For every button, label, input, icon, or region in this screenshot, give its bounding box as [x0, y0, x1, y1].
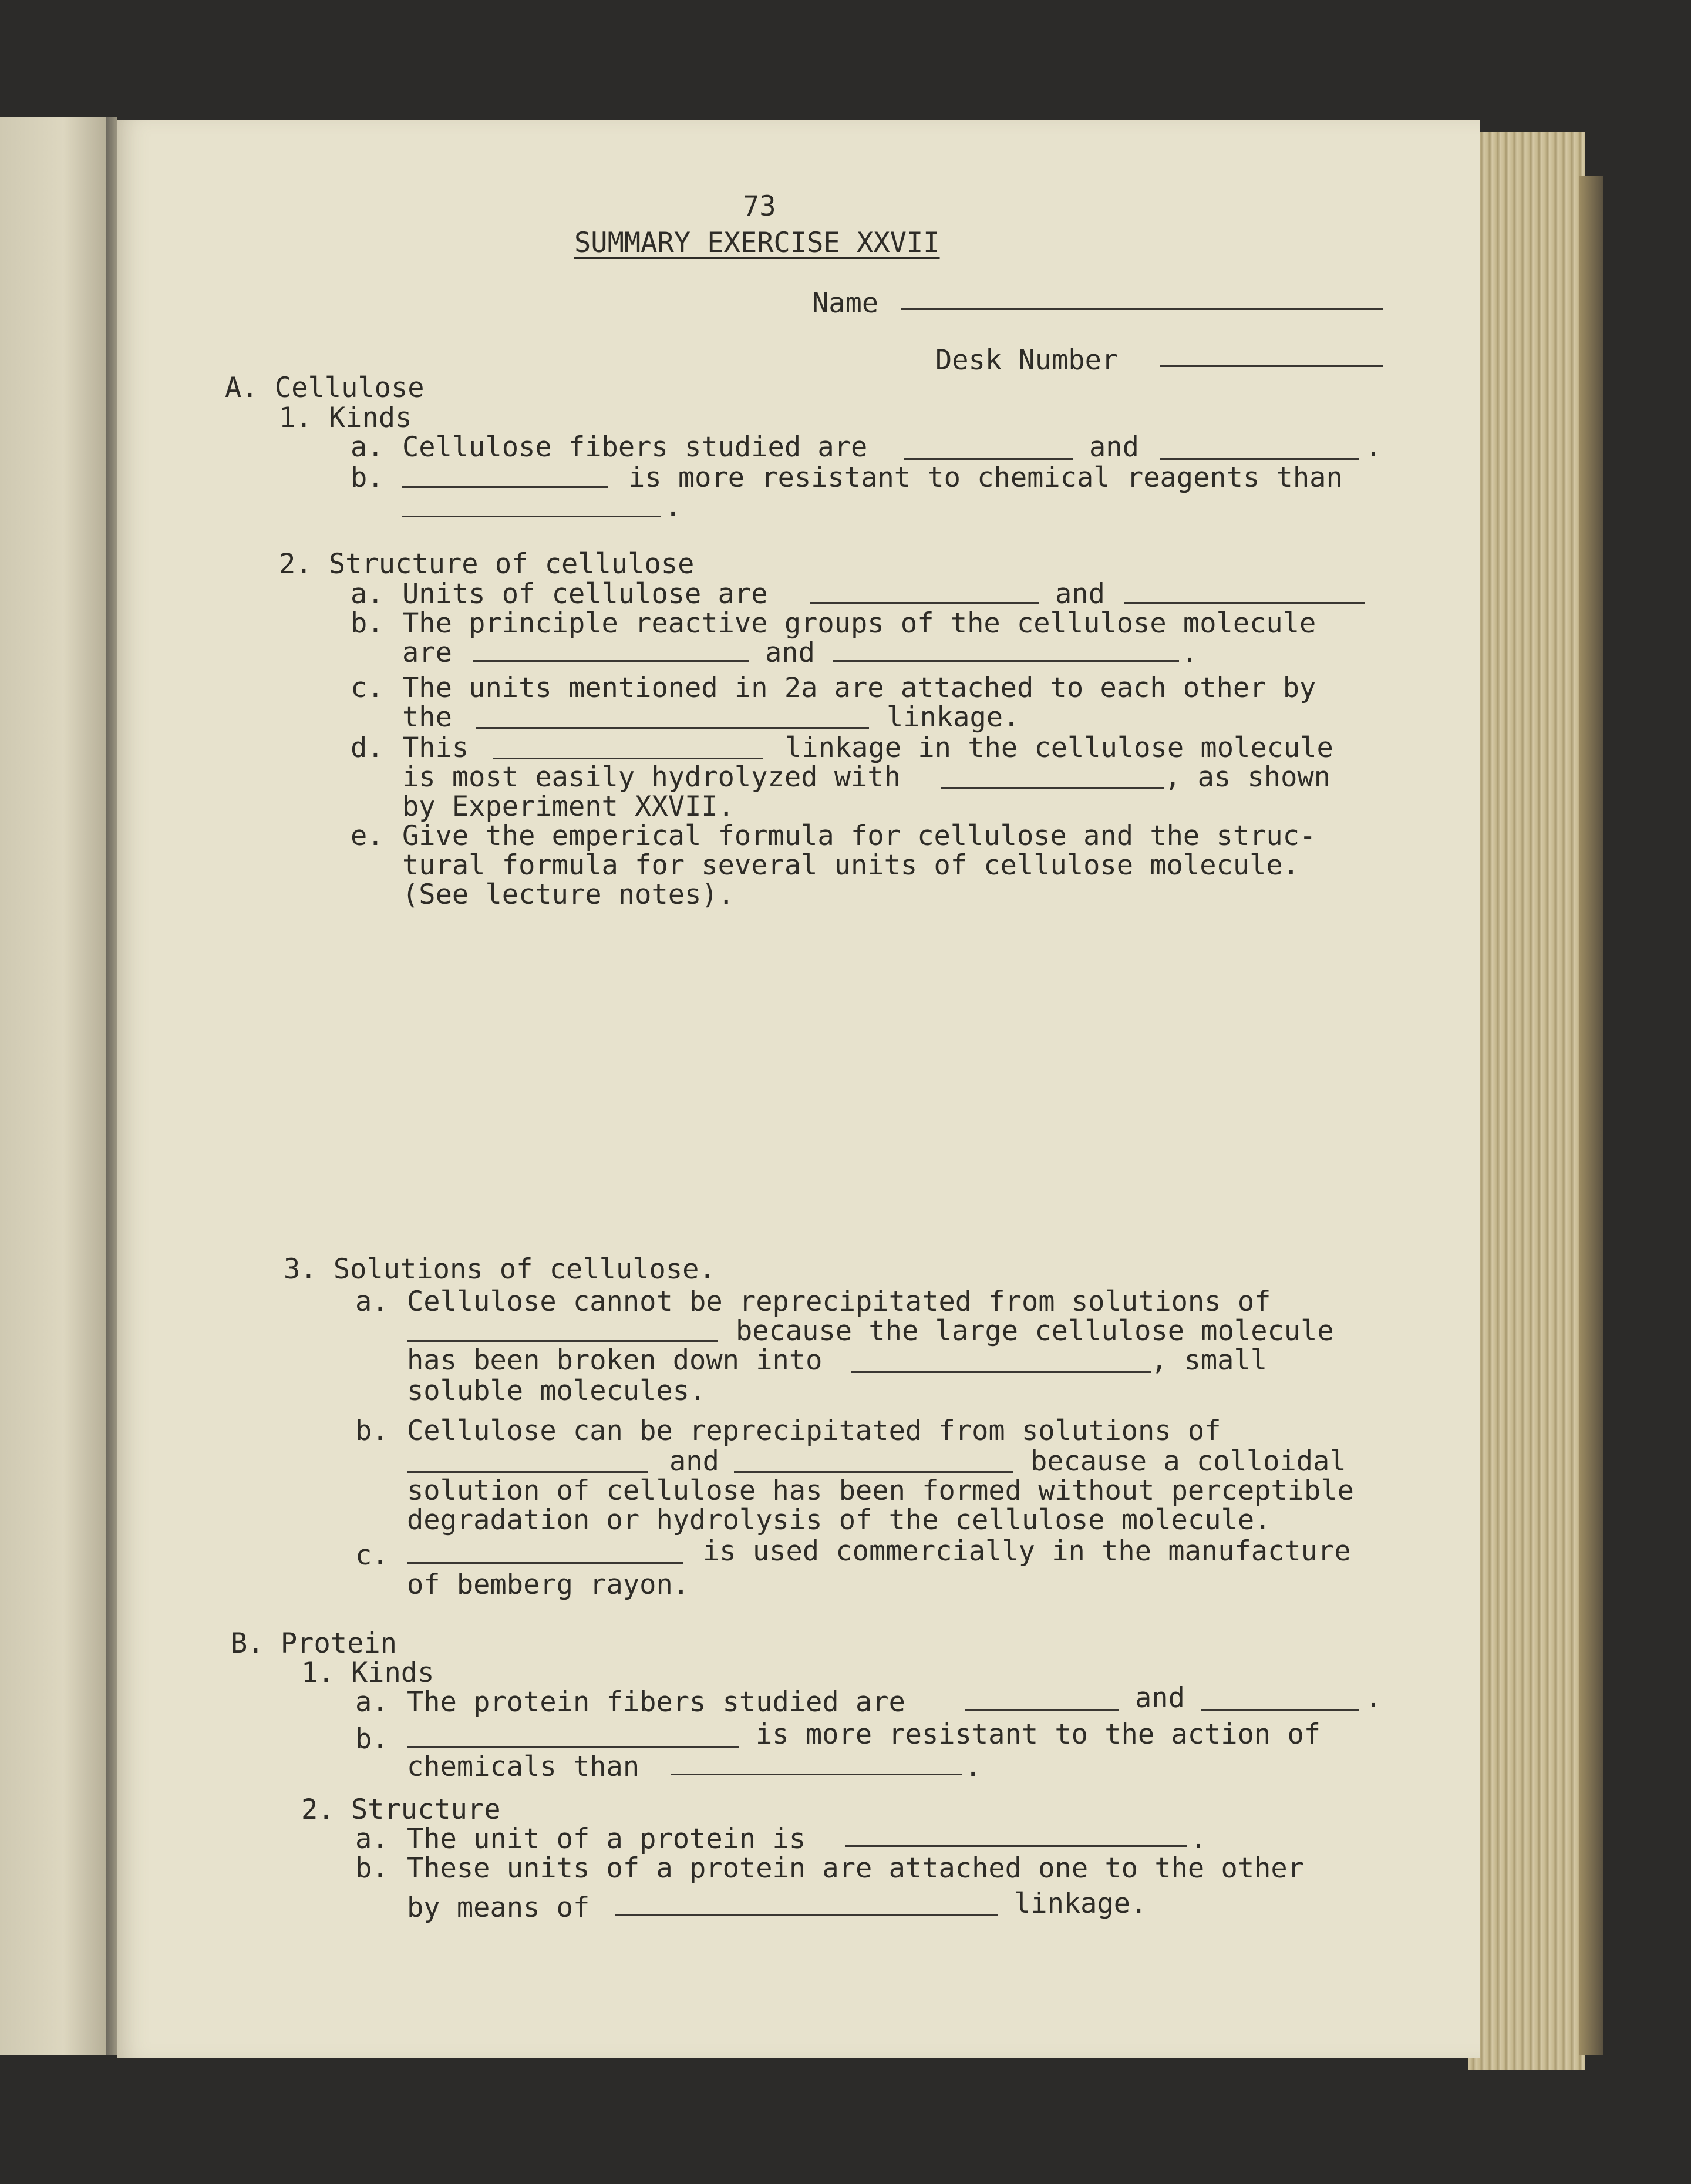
a2c-label: c.	[351, 672, 384, 704]
a2d-line2: is most easily hydrolyzed with	[402, 761, 901, 793]
a1a-blank-1[interactable]	[904, 458, 1073, 460]
b2a-label: a.	[355, 1823, 389, 1855]
a1a-blank-2[interactable]	[1160, 458, 1359, 460]
a3b-blank-2[interactable]	[734, 1471, 1013, 1473]
a2c-the: the	[402, 701, 452, 733]
a3b-label: b.	[355, 1415, 389, 1447]
b1b-blank-1[interactable]	[407, 1746, 739, 1748]
b1b-line2: chemicals than	[407, 1751, 640, 1783]
book-gutter	[106, 117, 117, 2055]
b1b-text: is more resistant to the action of	[756, 1718, 1321, 1751]
a2a-label: a.	[351, 578, 384, 610]
a1b-blank-1[interactable]	[402, 486, 608, 488]
desk-number-field[interactable]	[1160, 365, 1383, 367]
a3a-label: a.	[355, 1286, 389, 1318]
a3c-line2: of bemberg rayon.	[407, 1569, 690, 1601]
section-b-heading: B. Protein	[231, 1627, 397, 1660]
a1a-and: and	[1089, 431, 1139, 463]
b2b-line2: by means of	[407, 1892, 590, 1924]
b2b-blank[interactable]	[615, 1914, 998, 1916]
book-cover-edge	[1579, 176, 1603, 2055]
a2e-label: e.	[351, 820, 384, 852]
a3c-label: c.	[355, 1539, 389, 1571]
b1b-label: b.	[355, 1723, 389, 1755]
a3a-line2: because the large cellulose molecule	[736, 1315, 1334, 1347]
period: .	[1365, 431, 1382, 463]
a3b-line1: Cellulose can be reprecipitated from solutions of	[407, 1415, 1221, 1447]
period: .	[665, 491, 682, 523]
a1-kinds-label: 1. Kinds	[279, 402, 412, 434]
a3b-line3: solution of cellulose has been formed without perceptible	[407, 1475, 1354, 1507]
a2a-and: and	[1055, 578, 1105, 610]
a3b-blank-1[interactable]	[407, 1471, 648, 1473]
b1-kinds-label: 1. Kinds	[301, 1657, 434, 1689]
period: .	[1365, 1682, 1382, 1714]
b2a-text: The unit of a protein is	[407, 1823, 806, 1855]
a2b-blank-2[interactable]	[833, 660, 1179, 662]
b1a-text: The protein fibers studied are	[407, 1686, 905, 1718]
period: .	[1190, 1823, 1207, 1855]
b1a-label: a.	[355, 1686, 389, 1718]
a2d-blank-1[interactable]	[493, 758, 763, 759]
b1a-blank-2[interactable]	[1201, 1709, 1359, 1711]
a2d-line2-rest: , as shown	[1164, 761, 1330, 793]
period: .	[965, 1751, 982, 1783]
a2b-blank-1[interactable]	[473, 660, 749, 662]
a2e-line1: Give the emperical formula for cellulose and the struc-	[402, 820, 1316, 852]
a3a-line3: has been broken down into	[407, 1344, 823, 1377]
a1b-text: is more resistant to chemical reagents than	[628, 462, 1343, 494]
a1a-label: a.	[351, 431, 384, 463]
b1a-and: and	[1135, 1682, 1185, 1714]
a1a-text: Cellulose fibers studied are	[402, 431, 868, 463]
name-label: Name	[812, 287, 879, 319]
a3b-and: and	[669, 1445, 719, 1478]
a3a-line1: Cellulose cannot be reprecipitated from solutions of	[407, 1286, 1271, 1318]
a2d-line3: by Experiment XXVII.	[402, 790, 735, 823]
a3a-blank-1[interactable]	[407, 1340, 718, 1342]
b2b-linkage: linkage.	[1014, 1887, 1147, 1920]
a2a-blank-1[interactable]	[810, 602, 1039, 604]
a2b-line1: The principle reactive groups of the cellulose molecule	[402, 607, 1316, 640]
b2a-blank[interactable]	[846, 1845, 1187, 1847]
a2c-linkage: linkage.	[887, 701, 1020, 733]
a2b-and: and	[765, 637, 815, 669]
a3c-blank[interactable]	[407, 1562, 683, 1564]
b1b-blank-2[interactable]	[671, 1774, 962, 1775]
a2e-line3: (See lecture notes).	[402, 879, 735, 911]
a2a-text: Units of cellulose are	[402, 578, 768, 610]
a2d-label: d.	[351, 732, 384, 764]
b1a-blank-1[interactable]	[965, 1709, 1119, 1711]
period: .	[1181, 637, 1198, 669]
a2d-this: This	[402, 732, 469, 764]
name-field[interactable]	[901, 308, 1383, 310]
a3b-line4: degradation or hydrolysis of the cellulose molecule.	[407, 1504, 1271, 1536]
a2b-label: b.	[351, 607, 384, 640]
a1b-blank-2[interactable]	[402, 516, 661, 517]
page-number: 73	[743, 190, 776, 223]
a2a-blank-2[interactable]	[1124, 602, 1365, 604]
left-page-edge	[0, 117, 106, 2055]
a3a-blank-2[interactable]	[851, 1371, 1151, 1373]
a3c-line1: is used commercially in the manufacture	[703, 1535, 1351, 1567]
a2c-blank[interactable]	[476, 727, 869, 729]
a2d-line1-rest: linkage in the cellulose molecule	[785, 732, 1333, 764]
a2c-line1: The units mentioned in 2a are attached to each other by	[402, 672, 1316, 704]
a1b-label: b.	[351, 462, 384, 494]
a3-solutions-label: 3. Solutions of cellulose.	[284, 1253, 716, 1286]
desk-number-label: Desk Number	[935, 344, 1119, 376]
a2b-are: are	[402, 637, 452, 669]
a3a-line4: soluble molecules.	[407, 1375, 706, 1407]
b2b-label: b.	[355, 1852, 389, 1885]
a2e-line2: tural formula for several units of cellulose molecule.	[402, 849, 1300, 881]
a3a-line3-rest: , small	[1151, 1344, 1268, 1377]
section-a-heading: A. Cellulose	[225, 372, 425, 404]
page-title: SUMMARY EXERCISE XXVII	[574, 227, 940, 259]
b2b-line1: These units of a protein are attached one to the other	[407, 1852, 1305, 1885]
b2-structure-label: 2. Structure	[301, 1793, 501, 1826]
a2-structure-label: 2. Structure of cellulose	[279, 548, 695, 580]
page-stack-edges	[1468, 132, 1585, 2070]
a2d-blank-2[interactable]	[941, 787, 1164, 789]
a3b-line2-rest: because a colloidal	[1030, 1445, 1346, 1478]
